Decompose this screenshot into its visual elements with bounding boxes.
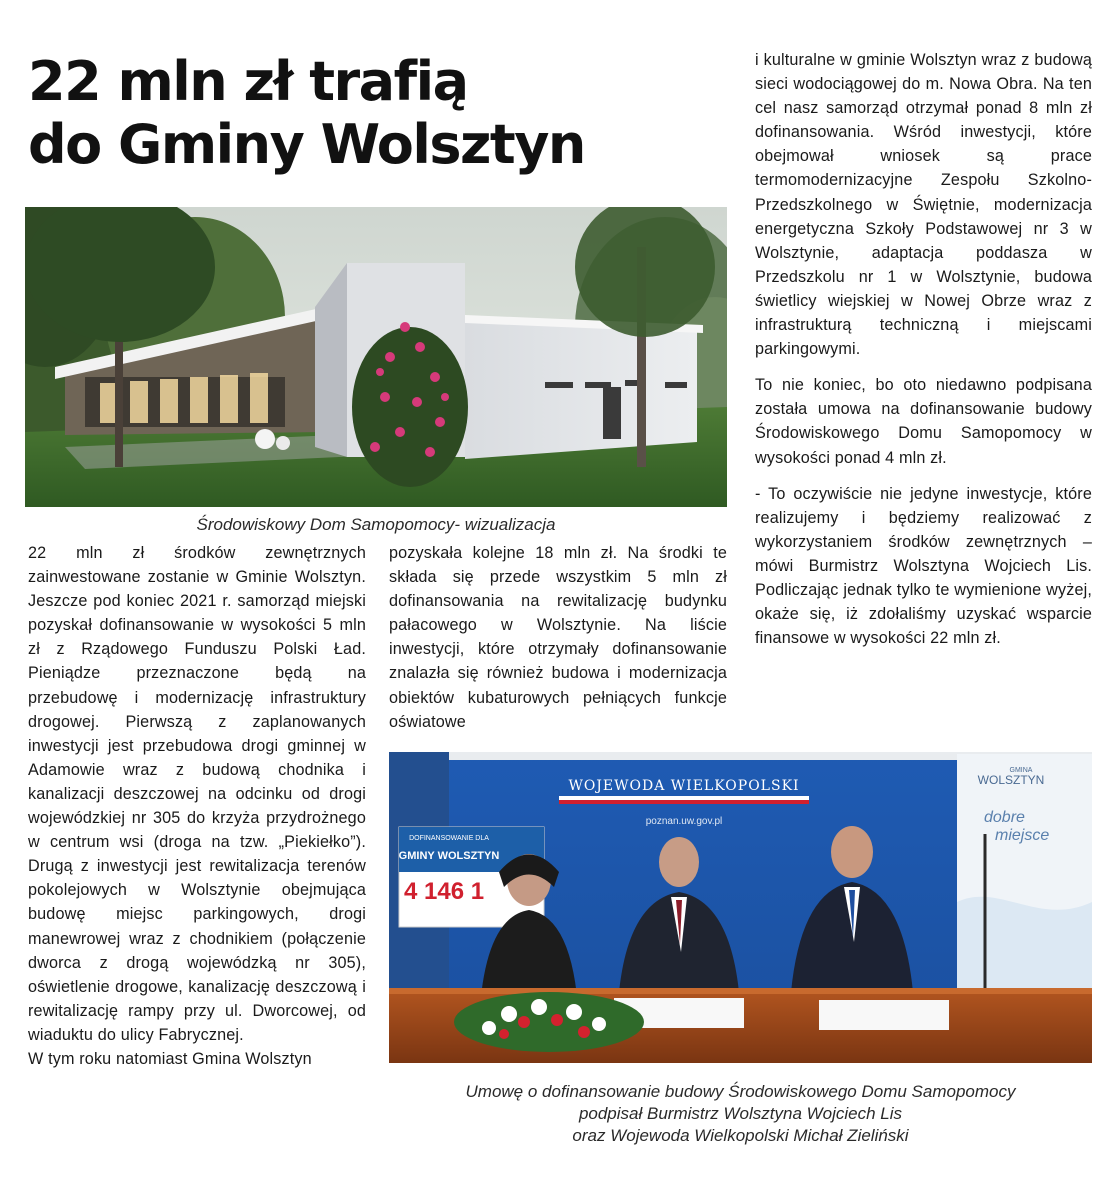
title-line-2: do Gminy Wolsztyn — [28, 113, 585, 176]
photo1-caption: Środowiskowy Dom Samopomocy- wizualizacja — [196, 515, 556, 534]
col1-paragraph-1: 22 mln zł środków zewnętrznych zainwestowane zostanie w Gminie Wolsztyn. Jeszcze pod koniec 2021 r. samorząd miejski pozyskał dofinansowanie w wysokości 5 mln zł z Rządowego Funduszu Polski Ład. Pieniądze przeznaczone będą na przebudowę i modernizację infrastruktury drogowej. Pierwszą z zaplanowanych inwestycji jest przebudowa drogi gminnej w Adamowie wraz z budową chodnika i kanalizacji deszczowej na odcinku od drogi wojewódzkiej nr 305 do krzyża przydrożnego w centrum wsi (droga na tzw. „Piekiełko”). Drugą z inwestycji jest rewitalizacja terenów pokolejowych w Wolsztynie obejmująca budowę miejsc parkingowych, drogi manewrowej wraz z chodnikiem (połączenie dworca z drogą wojewódzką nr 305), oświetlenie drogowe, kanalizację deszczową i rewitalizację rampy przy ul. Dworcowej, od wiaduktu do ulicy Fabrycznej. — [28, 544, 366, 1044]
column-2 — [389, 541, 727, 734]
col2-paragraph-1: pozyskała kolejne 18 mln zł. Na środki te składa się przede wszystkim 5 mln zł dofinansowania na rewitalizację budynku pałacowego w Wolsztynie. Na liście inwestycji, które otrzymały dofinansowanie znalazła się również budowa i modernizacja obiektów kubaturowych pełniących funkcje oświatowe — [389, 544, 727, 731]
building-visualization-image — [25, 207, 727, 507]
title-line-1: 22 mln zł trafią — [28, 50, 468, 113]
col1-paragraph-2: W tym roku natomiast Gmina Wolsztyn — [28, 1049, 312, 1068]
rollup-slogan-1: dobre — [984, 809, 1025, 826]
article-title — [28, 50, 728, 176]
photo2-caption — [389, 1081, 1092, 1147]
col3-paragraph-1: i kulturalne w gminie Wolsztyn wraz z budową sieci wodociągowej do m. Nowa Obra. Na ten cel nasz samorząd otrzymał ponad 8 mln zł dofinansowania. Wśród inwestycji, które obejmował wniosek są prace termomodernizacyjne Zespołu Szkolno-Przedszkolnego w Świętnie, modernizacja energetyczna Szkoły Podstawowej nr 3 w Wolsztynie, adaptacja poddasza w Przedszkolu nr 1 w Wolsztynie, budowa świetlicy wiejskiej w Nowej Obrze wraz z infrastrukturą techniczną i miejscami parkingowymi. — [755, 51, 1092, 359]
col3-paragraph-2: To nie koniec, bo oto niedawno podpisana została umowa na dofinansowanie budowy Środowiskowego Domu Samopomocy w wysokości ponad 4 mln zł. — [755, 376, 1092, 467]
rollup-top: GMINA — [1009, 767, 1033, 774]
signing-photo — [389, 752, 1092, 1063]
sign-top: DOFINANSOWANIE DLA — [409, 835, 489, 842]
photo2-caption-line-2: podpisał Burmistrz Wolsztyna Wojciech Lis — [578, 1104, 903, 1123]
column-1 — [28, 541, 366, 1071]
banner-url: poznan.uw.gov.pl — [645, 816, 723, 827]
building-visualization-photo — [25, 207, 727, 507]
rollup-name: WOLSZTYN — [977, 773, 1045, 787]
photo2-caption-line-3: oraz Wojewoda Wielkopolski Michał Zieliński — [572, 1126, 909, 1145]
col3-paragraph-3: - To oczywiście nie jedyne inwestycje, które realizujemy i będziemy realizować z wykorzystaniem środków zewnętrznych – mówi Burmistrz Wolsztyna Wojciech Lis. Podliczając jednak tylko te wymienione wyżej, okaże się, iż zdołaliśmy uzyskać wsparcie finansowe w wysokości 22 mln zł. — [755, 484, 1092, 648]
column-3 — [755, 48, 1092, 650]
signing-image — [389, 752, 1092, 1063]
photo2-caption-line-1: Umowę o dofinansowanie budowy Środowiskowego Domu Samopomocy — [465, 1082, 1016, 1101]
banner-text: WOJEWODA WIELKOPOLSKI — [568, 778, 800, 794]
rollup-slogan-2: miejsce — [995, 827, 1050, 844]
sign-title: GMINY WOLSZTYN — [398, 850, 500, 862]
sign-amount: 4 146 1 — [404, 878, 485, 905]
